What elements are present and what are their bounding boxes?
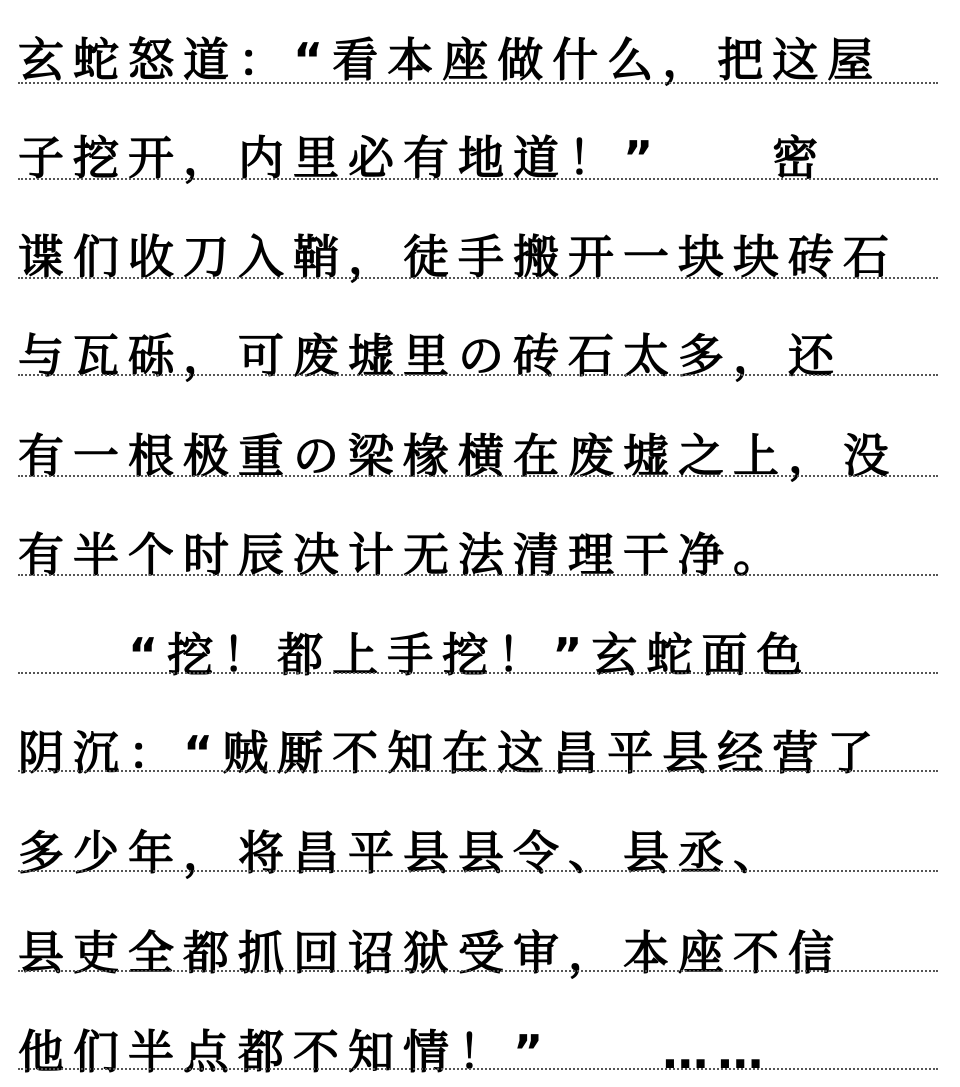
text-line-3: 谍们收刀入鞘，徒手搬开一块块砖石 (18, 230, 898, 284)
text-line-2: 子挖开，内里必有地道！” 密 (18, 131, 828, 185)
dotted-rule-1 (18, 82, 938, 84)
dotted-rule-11 (18, 1068, 938, 1070)
dotted-rule-4 (18, 374, 938, 376)
text-line-4: 与瓦砾，可废墟里の砖石太多，还 (18, 329, 843, 383)
dotted-rule-8 (18, 770, 938, 772)
text-line-9: 多少年，将昌平县县令、县丞、 (18, 826, 788, 880)
text-line-6: 有半个时辰决计无法清理干净。 (18, 528, 788, 582)
text-line-8: 阴沉：“贼厮不知在这昌平县经营了 (18, 726, 883, 780)
dotted-rule-2 (18, 178, 938, 180)
dotted-rule-6 (18, 574, 938, 576)
dotted-rule-5 (18, 475, 938, 477)
text-line-10: 县吏全都抓回诏狱受审，本座不信 (18, 926, 843, 980)
dotted-rule-3 (18, 277, 938, 279)
text-line-7: “挖！都上手挖！”玄蛇面色 (18, 628, 812, 682)
dotted-rule-7 (18, 672, 938, 674)
text-line-5: 有一根极重の梁椽横在废墟之上，没 (18, 429, 898, 483)
dotted-rule-9 (18, 870, 938, 872)
text-line-11: 他们半点都不知情！” …… (18, 1025, 773, 1079)
text-line-1: 玄蛇怒道：“看本座做什么，把这屋 (18, 33, 883, 87)
dotted-rule-10 (18, 970, 938, 972)
